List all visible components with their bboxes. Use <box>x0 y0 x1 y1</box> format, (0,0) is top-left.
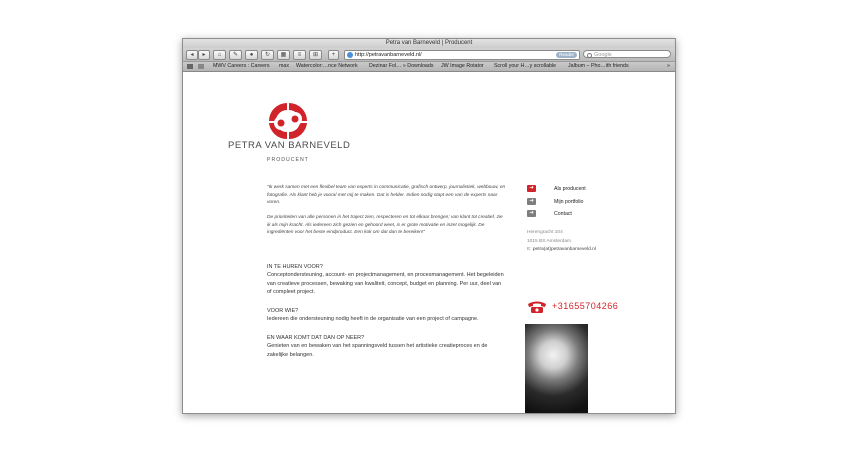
address-street: Herengracht 104 <box>527 230 563 235</box>
bookmark-item[interactable]: Watercolor:…nce Network <box>296 63 358 69</box>
search-icon <box>587 53 592 58</box>
bookmarks-icon: ⊞ <box>312 52 319 58</box>
bookmark-item[interactable]: Dezinar Fol… » Downloads <box>369 63 434 69</box>
search-placeholder: Google <box>594 52 612 58</box>
menu-icon[interactable] <box>198 64 204 69</box>
phone-icon <box>526 300 548 314</box>
stop-button[interactable] <box>245 50 258 60</box>
list-icon: ≡ <box>297 52 302 58</box>
home-button[interactable] <box>213 50 226 60</box>
browser-window <box>182 38 676 414</box>
section-heading: EN WAAR KOMT DAT DAN OP NEER? <box>267 335 365 341</box>
url-text: http://petravanbarneveld.nl/ <box>355 52 422 58</box>
email-link[interactable]: petra(at)petravanbarneveld.nl <box>532 247 596 252</box>
back-button[interactable] <box>186 50 198 60</box>
section-rent <box>267 263 507 296</box>
section-body: Conceptondersteuning, account- en projectmanagement, en procesmanagement. Het begeleiden van creatieve processen, bewaking van kwaliteit, concept, budget en planning. Per uur, deel van of compleet project. <box>267 272 504 295</box>
bookmark-item[interactable]: max <box>279 63 290 69</box>
arrow-right-icon: ➜ <box>527 185 536 192</box>
add-bookmark-button[interactable] <box>328 50 339 60</box>
reader-list-button[interactable] <box>293 50 306 60</box>
globe-icon <box>347 52 353 58</box>
section-heading: VOOR WIE? <box>267 308 299 314</box>
bookmark-item[interactable]: MWV Careers : Careers <box>213 63 270 69</box>
portrait-photo <box>525 324 588 414</box>
arrow-right-icon: ➜ <box>527 210 536 217</box>
reload-icon: ↻ <box>264 52 271 58</box>
bookmark-item[interactable]: Jalbum – Pho…ith friends <box>568 63 629 69</box>
brand-name: PETRA VAN BARNEVELD <box>228 140 351 151</box>
section-heading: IN TE HUREN VOOR? <box>267 264 323 270</box>
book-icon[interactable] <box>187 64 193 69</box>
edit-icon: ✎ <box>232 52 239 58</box>
brand-subtitle: PRODUCENT <box>267 157 309 163</box>
logo-icon <box>263 101 313 141</box>
arrow-right-icon: ➜ <box>527 198 536 205</box>
home-icon: ⌂ <box>217 52 222 58</box>
address-bar[interactable] <box>344 50 580 60</box>
stop-icon: ● <box>249 52 254 58</box>
section-summary <box>267 334 507 359</box>
bookmark-item[interactable]: Scroll your H…y scrollable <box>494 63 557 69</box>
intro-quote: "Ik werk samen met een flexibel team van experts in communicatie, grafisch ontwerp, journalistiek, webbouw, en fotografie. Als klant heb je vooral met mij te maken. Dat is helder. Indien nodig stapt een van de experts naar voren. <box>267 185 506 206</box>
overflow-icon[interactable]: » <box>667 63 670 69</box>
section-who <box>267 307 507 324</box>
forward-button[interactable] <box>198 50 210 60</box>
edit-button[interactable] <box>229 50 242 60</box>
section-body: Iedereen die ondersteuning nodig heeft in de organisatie van een project of campagne. <box>267 316 479 323</box>
bookmarks-bar <box>183 62 675 72</box>
email-line: E: petra(at)petravanbarneveld.nl <box>527 247 596 252</box>
reader-button[interactable]: Reader <box>556 52 577 58</box>
window-title: Petra van Barneveld | Producent <box>183 39 675 48</box>
browser-toolbar <box>183 48 675 62</box>
section-body: Genieten van en bewaken van het spanningsveld tussen het artistieke creatieproces en de zakelijke belangen. <box>267 343 488 358</box>
forward-icon: ▸ <box>202 52 206 58</box>
top-sites-button[interactable] <box>277 50 290 60</box>
add-icon: + <box>331 52 336 58</box>
address-city: 1015 BS Amsterdam <box>527 239 571 244</box>
reload-button[interactable] <box>261 50 274 60</box>
search-field[interactable] <box>583 50 671 58</box>
phone-number: +31655704266 <box>552 301 619 311</box>
bookmark-item[interactable]: JW Image Rotator <box>441 63 484 69</box>
intro-quote-2: De prioriteiten van alle personen in het traject zien, respecteren en tot elkaar brengen; van klant tot creatief, zie ik als mijn kracht. Als iedereen zich gezien en gehoord weet, is er grote motivatie en inzet mogelijk. De ingrediënten voor het beste eindproduct. Een kok om dat dan te bereiken!" <box>267 215 503 236</box>
grid-icon: ▦ <box>280 52 287 58</box>
back-icon: ◂ <box>190 52 194 58</box>
bookmarks-button[interactable] <box>309 50 322 60</box>
page-content: PETRA VAN BARNEVELD PRODUCENT "Ik werk samen met een flexibel team van experts in communicatie, grafisch ontwerp, journalistiek, webbouw, en fotografie. Als klant heb je vooral met mij te maken. Dat is helder. Indien nodig stapt een van de experts naar voren. De prioriteiten van alle personen in het traject zien, respecteren en tot elkaar brengen; van klant tot creatief, zie ik als mijn kracht. Als iedereen zich gezien en gehoord weet, is er grote motivatie en inzet mogelijk. De ingrediënten voor het beste eindproduct. Een kok om dat dan te bereiken!" IN TE HUREN VOOR? Conceptondersteuning, account- en projectmanagement, en procesmanagement. Het begeleiden van creatieve processen, bewaking van kwaliteit, concept, budget en planning. Per uur, deel van of compleet project. VOOR WIE? Iedereen die ondersteuning nodig heeft in de organisatie van een project of campagne. EN WAAR KOMT DAT DAN OP NEER? Genieten van en bewaken van het spanningsveld tussen het artistieke creatieproces en de zakelijke belangen. ➜ Als producent ➜ Mijn portfolio ➜ Contact Herengracht 104 1015 BS Amsterdam E: petra(at)petravanbarneveld.nl +31655704266 <box>183 72 675 413</box>
